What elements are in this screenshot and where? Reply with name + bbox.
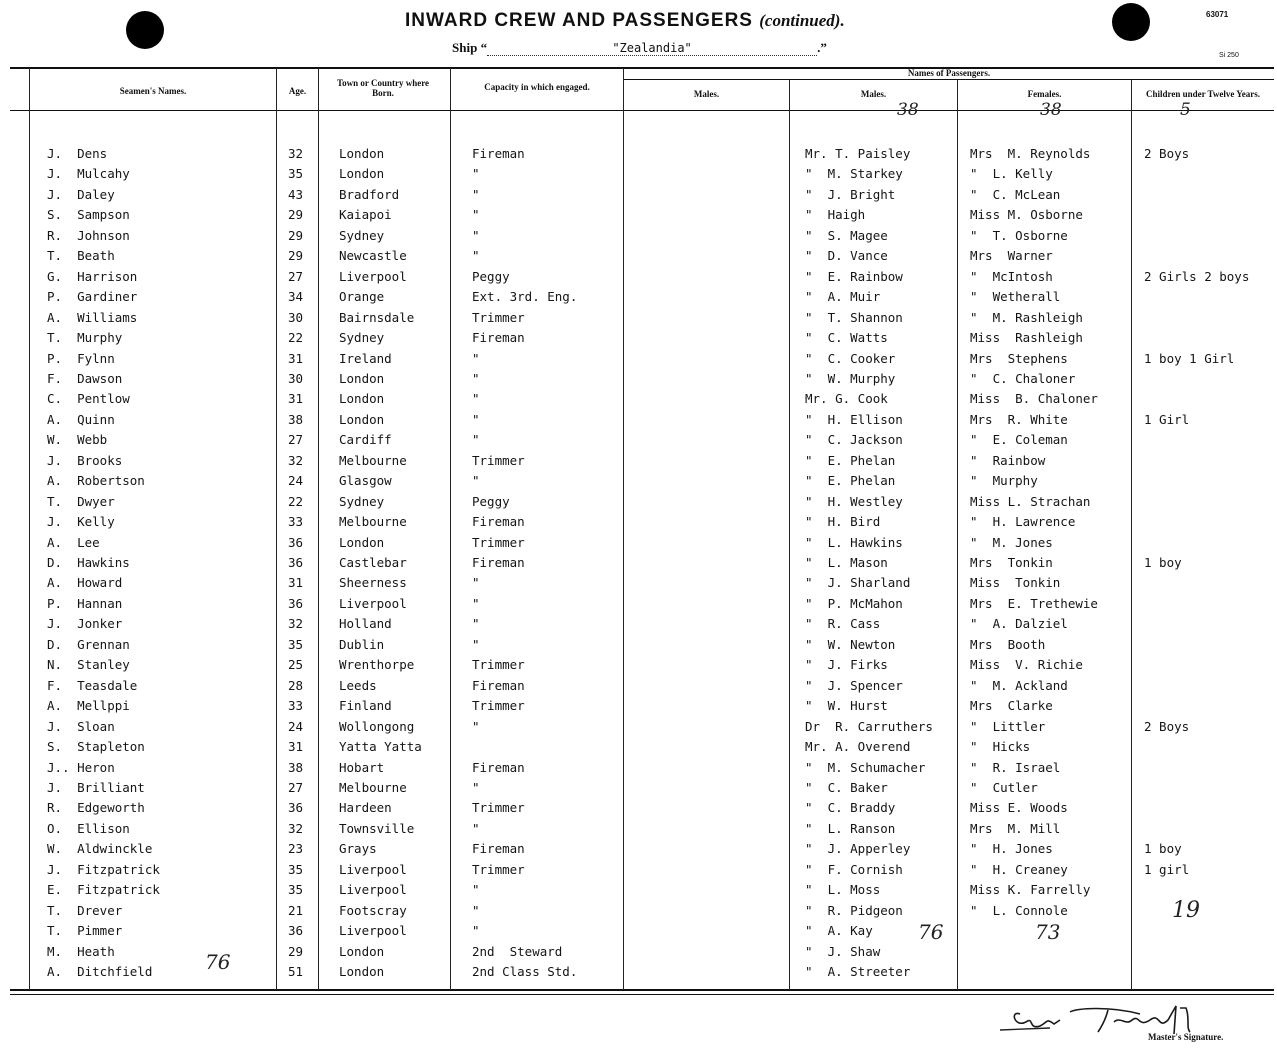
seaman-name: O. Ellison — [47, 821, 130, 836]
passenger-female: Mrs Warner — [970, 248, 1053, 263]
passenger-children: 1 Girl — [1144, 412, 1190, 427]
seaman-birthplace: Hobart — [339, 760, 385, 775]
seaman-age: 35 — [288, 862, 304, 877]
seaman-capacity: Trimmer — [472, 657, 525, 672]
passenger-female: " McIntosh — [970, 269, 1053, 284]
seaman-name: S. Sampson — [47, 207, 130, 222]
passenger-male: " R. Pidgeon — [805, 903, 903, 918]
male-total: 76 — [918, 920, 944, 944]
passenger-male: " C. Braddy — [805, 800, 896, 815]
header-males-1: Males. — [693, 89, 720, 99]
seaman-birthplace: Liverpool — [339, 862, 407, 877]
form-number-2: Si 250 — [1219, 52, 1239, 59]
seaman-birthplace: London — [339, 166, 385, 181]
passenger-male: Dr R. Carruthers — [805, 719, 933, 734]
passenger-male: " J. Firks — [805, 657, 888, 672]
seaman-name: W. Aldwinckle — [47, 841, 153, 856]
seaman-name: J. Fitzpatrick — [47, 862, 160, 877]
passenger-male: " H. Westley — [805, 494, 903, 509]
seaman-birthplace: Sydney — [339, 228, 385, 243]
passenger-female: Mrs Booth — [970, 637, 1046, 652]
passenger-female: Mrs Tonkin — [970, 555, 1053, 570]
passenger-female: " H. Jones — [970, 841, 1053, 856]
passenger-female: Miss Rashleigh — [970, 330, 1083, 345]
header-age: Age. — [288, 86, 307, 96]
seaman-birthplace: Sydney — [339, 330, 385, 345]
header-born: Town or Country where Born. — [336, 78, 430, 98]
passenger-male: " W. Hurst — [805, 698, 888, 713]
seaman-name: A. Williams — [47, 310, 138, 325]
passenger-female: Miss L. Strachan — [970, 494, 1091, 509]
passenger-male: " W. Murphy — [805, 371, 896, 386]
seaman-age: 33 — [288, 698, 304, 713]
count-children: 5 — [1180, 100, 1191, 120]
seaman-name: J. Dens — [47, 146, 108, 161]
passenger-children: 1 boy — [1144, 841, 1182, 856]
passenger-female: Mrs Stephens — [970, 351, 1068, 366]
passenger-female: Miss E. Woods — [970, 800, 1068, 815]
passenger-female: " C. McLean — [970, 187, 1061, 202]
seaman-capacity: " — [472, 575, 480, 590]
seaman-age: 32 — [288, 821, 304, 836]
title-continued: (continued). — [759, 11, 845, 30]
passenger-male: " Haigh — [805, 207, 866, 222]
form-number: 63071 — [1206, 10, 1229, 19]
seaman-birthplace: London — [339, 391, 385, 406]
seaman-birthplace: Melbourne — [339, 514, 407, 529]
seaman-birthplace: London — [339, 964, 385, 979]
seaman-age: 22 — [288, 330, 304, 345]
seaman-capacity: " — [472, 903, 480, 918]
seaman-capacity: Ext. 3rd. Eng. — [472, 289, 578, 304]
passenger-female: " M. Rashleigh — [970, 310, 1083, 325]
seaman-capacity: " — [472, 616, 480, 631]
seaman-capacity: Fireman — [472, 514, 525, 529]
passenger-female: " M. Jones — [970, 535, 1053, 550]
seaman-birthplace: London — [339, 535, 385, 550]
seaman-capacity: " — [472, 351, 480, 366]
col-rule-3 — [318, 68, 319, 990]
seaman-birthplace: Wollongong — [339, 719, 415, 734]
master-signature-label: Master's Signature. — [1148, 1032, 1224, 1042]
seaman-age: 32 — [288, 146, 304, 161]
passenger-children: 1 boy — [1144, 555, 1182, 570]
seaman-age: 35 — [288, 637, 304, 652]
seaman-name: J. Mulcahy — [47, 166, 130, 181]
seaman-age: 35 — [288, 882, 304, 897]
seaman-name: E. Fitzpatrick — [47, 882, 160, 897]
seaman-age: 27 — [288, 269, 304, 284]
col-rule-4 — [450, 68, 451, 990]
seaman-birthplace: Hardeen — [339, 800, 392, 815]
passenger-female: " Cutler — [970, 780, 1038, 795]
passengers-subrule — [624, 79, 1274, 80]
seaman-name: J. Brilliant — [47, 780, 145, 795]
seaman-age: 33 — [288, 514, 304, 529]
seaman-birthplace: Melbourne — [339, 453, 407, 468]
seaman-name: W. Webb — [47, 432, 108, 447]
seaman-age: 24 — [288, 719, 304, 734]
seaman-capacity: Peggy — [472, 269, 510, 284]
header-bottom-rule — [10, 110, 1274, 111]
seaman-birthplace: Finland — [339, 698, 392, 713]
passenger-female: Miss Tonkin — [970, 575, 1061, 590]
seaman-age: 29 — [288, 248, 304, 263]
seaman-birthplace: Kaiapoi — [339, 207, 392, 222]
seaman-capacity: 2nd Steward — [472, 944, 563, 959]
seaman-name: P. Hannan — [47, 596, 123, 611]
seaman-age: 27 — [288, 780, 304, 795]
seaman-name: A. Robertson — [47, 473, 145, 488]
seaman-age: 30 — [288, 310, 304, 325]
seaman-name: P. Fylnn — [47, 351, 115, 366]
ship-label: Ship — [452, 40, 478, 55]
passenger-female: Miss B. Chaloner — [970, 391, 1098, 406]
passenger-male: " J. Shaw — [805, 944, 881, 959]
seaman-age: 31 — [288, 739, 304, 754]
passenger-female: Miss V. Richie — [970, 657, 1083, 672]
passenger-female: " H. Creaney — [970, 862, 1068, 877]
punch-hole-right — [1112, 3, 1150, 41]
seaman-birthplace: Melbourne — [339, 780, 407, 795]
seaman-name: G. Harrison — [47, 269, 138, 284]
seaman-capacity: " — [472, 637, 480, 652]
passenger-male: " L. Moss — [805, 882, 881, 897]
seaman-name: J.. Heron — [47, 760, 115, 775]
seaman-birthplace: Glasgow — [339, 473, 392, 488]
seaman-capacity: " — [472, 719, 480, 734]
passenger-male: " C. Cooker — [805, 351, 896, 366]
passenger-female: " E. Coleman — [970, 432, 1068, 447]
seaman-capacity: " — [472, 228, 480, 243]
passenger-female: Miss M. Osborne — [970, 207, 1083, 222]
seaman-age: 51 — [288, 964, 304, 979]
seaman-capacity: Fireman — [472, 841, 525, 856]
seaman-name: M. Heath — [47, 944, 115, 959]
seaman-capacity: " — [472, 248, 480, 263]
child-total: 19 — [1172, 898, 1200, 923]
seaman-birthplace: Castlebar — [339, 555, 407, 570]
header-females: Females. — [1027, 89, 1062, 99]
seaman-name: T. Pimmer — [47, 923, 123, 938]
seaman-capacity: " — [472, 187, 480, 202]
seaman-birthplace: Liverpool — [339, 923, 407, 938]
seaman-age: 38 — [288, 412, 304, 427]
passenger-female: Mrs E. Trethewie — [970, 596, 1098, 611]
passenger-male: " J. Sharland — [805, 575, 911, 590]
title-text: INWARD CREW AND PASSENGERS — [405, 10, 753, 31]
passenger-male: Mr. G. Cook — [805, 391, 888, 406]
passenger-female: Mrs M. Reynolds — [970, 146, 1091, 161]
passenger-male: " L. Hawkins — [805, 535, 903, 550]
header-passengers: Names of Passengers. — [907, 68, 991, 78]
passenger-male: " H. Ellison — [805, 412, 903, 427]
passenger-female: " L. Kelly — [970, 166, 1053, 181]
seaman-capacity: Fireman — [472, 760, 525, 775]
seaman-age: 34 — [288, 289, 304, 304]
seaman-capacity: Trimmer — [472, 862, 525, 877]
passenger-female: " R. Israel — [970, 760, 1061, 775]
passenger-female: " Murphy — [970, 473, 1038, 488]
seaman-age: 32 — [288, 616, 304, 631]
seaman-name: S. Stapleton — [47, 739, 145, 754]
seaman-birthplace: Sydney — [339, 494, 385, 509]
passenger-male: " J. Spencer — [805, 678, 903, 693]
passenger-female: Mrs Clarke — [970, 698, 1053, 713]
seaman-age: 27 — [288, 432, 304, 447]
seaman-capacity: Trimmer — [472, 698, 525, 713]
passenger-male: " E. Phelan — [805, 453, 896, 468]
seaman-age: 31 — [288, 351, 304, 366]
seaman-age: 43 — [288, 187, 304, 202]
seaman-name: F. Teasdale — [47, 678, 138, 693]
seaman-birthplace: Wrenthorpe — [339, 657, 415, 672]
header-seamen: Seamen's Names. — [119, 86, 187, 96]
seaman-birthplace: Sheerness — [339, 575, 407, 590]
seaman-name: T. Drever — [47, 903, 123, 918]
passenger-female: Mrs M. Mill — [970, 821, 1061, 836]
seaman-age: 36 — [288, 535, 304, 550]
seaman-capacity: " — [472, 166, 480, 181]
header-capacity: Capacity in which engaged. — [484, 82, 590, 92]
seaman-age: 21 — [288, 903, 304, 918]
seaman-capacity: Peggy — [472, 494, 510, 509]
seaman-name: J. Kelly — [47, 514, 115, 529]
seaman-birthplace: Liverpool — [339, 596, 407, 611]
seaman-name: R. Johnson — [47, 228, 130, 243]
col-rule-7 — [957, 80, 958, 990]
seaman-birthplace: Bradford — [339, 187, 400, 202]
seaman-capacity: " — [472, 780, 480, 795]
seaman-birthplace: Footscray — [339, 903, 407, 918]
seaman-name: C. Pentlow — [47, 391, 130, 406]
seaman-name: J. Daley — [47, 187, 115, 202]
ship-line: Ship “ "Zealandia" .” — [452, 40, 827, 55]
passenger-male: " M. Starkey — [805, 166, 903, 181]
seaman-age: 35 — [288, 166, 304, 181]
header-children: Children under Twelve Years. — [1145, 89, 1260, 99]
seaman-name: N. Stanley — [47, 657, 130, 672]
table-bottom-rule — [10, 989, 1274, 991]
seaman-birthplace: Bairnsdale — [339, 310, 415, 325]
table-bottom-rule-2 — [10, 994, 1274, 995]
passenger-male: " C. Jackson — [805, 432, 903, 447]
passenger-female: Miss K. Farrelly — [970, 882, 1091, 897]
passenger-female: " Hicks — [970, 739, 1031, 754]
passenger-children: 2 Boys — [1144, 146, 1190, 161]
seaman-birthplace: London — [339, 944, 385, 959]
passenger-male: Mr. A. Overend — [805, 739, 911, 754]
passenger-male: " E. Phelan — [805, 473, 896, 488]
count-males: 38 — [897, 100, 919, 120]
passenger-male: " S. Magee — [805, 228, 888, 243]
seaman-birthplace: Liverpool — [339, 269, 407, 284]
seaman-birthplace: London — [339, 371, 385, 386]
seaman-name: A. Quinn — [47, 412, 115, 427]
seaman-birthplace: Dublin — [339, 637, 385, 652]
seaman-age: 25 — [288, 657, 304, 672]
seaman-capacity: 2nd Class Std. — [472, 964, 578, 979]
seaman-birthplace: Orange — [339, 289, 385, 304]
seaman-age: 36 — [288, 923, 304, 938]
seaman-birthplace: Holland — [339, 616, 392, 631]
seaman-capacity: Trimmer — [472, 535, 525, 550]
seaman-capacity: Trimmer — [472, 310, 525, 325]
passenger-male: " D. Vance — [805, 248, 888, 263]
col-rule-1 — [29, 68, 30, 990]
passenger-male: " A. Kay — [805, 923, 873, 938]
col-rule-6 — [789, 80, 790, 990]
seaman-birthplace: Ireland — [339, 351, 392, 366]
seaman-birthplace: London — [339, 412, 385, 427]
count-females: 38 — [1040, 100, 1062, 120]
seaman-birthplace: Grays — [339, 841, 377, 856]
passenger-female: " A. Dalziel — [970, 616, 1068, 631]
seaman-capacity: " — [472, 882, 480, 897]
seaman-birthplace: Yatta Yatta — [339, 739, 422, 754]
passenger-children: 2 Boys — [1144, 719, 1190, 734]
seaman-capacity: " — [472, 207, 480, 222]
seaman-capacity: " — [472, 391, 480, 406]
passenger-female: " T. Osborne — [970, 228, 1068, 243]
seaman-name: P. Gardiner — [47, 289, 138, 304]
seaman-name: D. Hawkins — [47, 555, 130, 570]
passenger-male: Mr. T. Paisley — [805, 146, 911, 161]
seaman-capacity: " — [472, 923, 480, 938]
page-title — [405, 10, 845, 32]
seaman-name: F. Dawson — [47, 371, 123, 386]
passenger-female: Mrs R. White — [970, 412, 1068, 427]
passenger-male: " A. Muir — [805, 289, 881, 304]
ship-name: "Zealandia" — [487, 41, 817, 56]
passenger-male: " E. Rainbow — [805, 269, 903, 284]
passenger-male: " J. Bright — [805, 187, 896, 202]
passenger-male: " C. Watts — [805, 330, 888, 345]
seaman-age: 38 — [288, 760, 304, 775]
seaman-age: 36 — [288, 555, 304, 570]
seaman-capacity: Fireman — [472, 330, 525, 345]
seaman-age: 29 — [288, 207, 304, 222]
passenger-female: " H. Lawrence — [970, 514, 1076, 529]
female-total: 73 — [1035, 920, 1061, 944]
seaman-age: 36 — [288, 800, 304, 815]
seaman-age: 30 — [288, 371, 304, 386]
punch-hole-left — [126, 11, 164, 49]
passenger-female: " L. Connole — [970, 903, 1068, 918]
seaman-age: 32 — [288, 453, 304, 468]
seaman-birthplace: Cardiff — [339, 432, 392, 447]
seaman-name: J. Jonker — [47, 616, 123, 631]
seaman-age: 29 — [288, 228, 304, 243]
passenger-female: " Rainbow — [970, 453, 1046, 468]
seaman-name: J. Sloan — [47, 719, 115, 734]
seaman-capacity: " — [472, 821, 480, 836]
seaman-capacity: Fireman — [472, 555, 525, 570]
col-rule-8 — [1131, 80, 1132, 990]
seaman-name: R. Edgeworth — [47, 800, 145, 815]
passenger-male: " W. Newton — [805, 637, 896, 652]
col-rule-5 — [623, 68, 624, 990]
seaman-name: T. Dwyer — [47, 494, 115, 509]
seaman-capacity: " — [472, 371, 480, 386]
seaman-age: 31 — [288, 391, 304, 406]
seaman-name: T. Murphy — [47, 330, 123, 345]
seaman-age: 29 — [288, 944, 304, 959]
seaman-name: D. Grennan — [47, 637, 130, 652]
passenger-male: " J. Apperley — [805, 841, 911, 856]
passenger-male: " C. Baker — [805, 780, 888, 795]
col-rule-2 — [276, 68, 277, 990]
seaman-name: A. Howard — [47, 575, 123, 590]
seaman-age: 22 — [288, 494, 304, 509]
seaman-age: 24 — [288, 473, 304, 488]
passenger-male: " T. Shannon — [805, 310, 903, 325]
seaman-capacity: " — [472, 412, 480, 427]
passenger-male: " A. Streeter — [805, 964, 911, 979]
seaman-age: 31 — [288, 575, 304, 590]
passenger-male: " R. Cass — [805, 616, 881, 631]
seaman-capacity: Fireman — [472, 146, 525, 161]
seaman-capacity: Fireman — [472, 678, 525, 693]
seaman-capacity: " — [472, 432, 480, 447]
crew-total: 76 — [205, 950, 231, 974]
seaman-capacity: " — [472, 473, 480, 488]
passenger-male: " L. Mason — [805, 555, 888, 570]
passenger-female: " M. Ackland — [970, 678, 1068, 693]
seaman-birthplace: Newcastle — [339, 248, 407, 263]
seaman-name: J. Brooks — [47, 453, 123, 468]
seaman-name: A. Ditchfield — [47, 964, 153, 979]
seaman-birthplace: Liverpool — [339, 882, 407, 897]
seaman-name: T. Beath — [47, 248, 115, 263]
seaman-age: 28 — [288, 678, 304, 693]
seaman-birthplace: Townsville — [339, 821, 415, 836]
seaman-capacity: " — [472, 596, 480, 611]
passenger-children: 2 Girls 2 boys — [1144, 269, 1250, 284]
passenger-children: 1 girl — [1144, 862, 1190, 877]
passenger-male: " H. Bird — [805, 514, 881, 529]
passenger-female: " Littler — [970, 719, 1046, 734]
seaman-birthplace: London — [339, 146, 385, 161]
seaman-capacity: Trimmer — [472, 800, 525, 815]
passenger-male: " M. Schumacher — [805, 760, 926, 775]
passenger-female: " C. Chaloner — [970, 371, 1076, 386]
seaman-birthplace: Leeds — [339, 678, 377, 693]
seaman-name: A. Lee — [47, 535, 100, 550]
seaman-age: 23 — [288, 841, 304, 856]
passenger-male: " F. Cornish — [805, 862, 903, 877]
seaman-capacity: Trimmer — [472, 453, 525, 468]
passenger-male: " L. Ranson — [805, 821, 896, 836]
seaman-age: 36 — [288, 596, 304, 611]
passenger-male: " P. McMahon — [805, 596, 903, 611]
seaman-name: A. Mellppi — [47, 698, 130, 713]
passenger-children: 1 boy 1 Girl — [1144, 351, 1235, 366]
passenger-female: " Wetherall — [970, 289, 1061, 304]
header-males-2: Males. — [860, 89, 887, 99]
